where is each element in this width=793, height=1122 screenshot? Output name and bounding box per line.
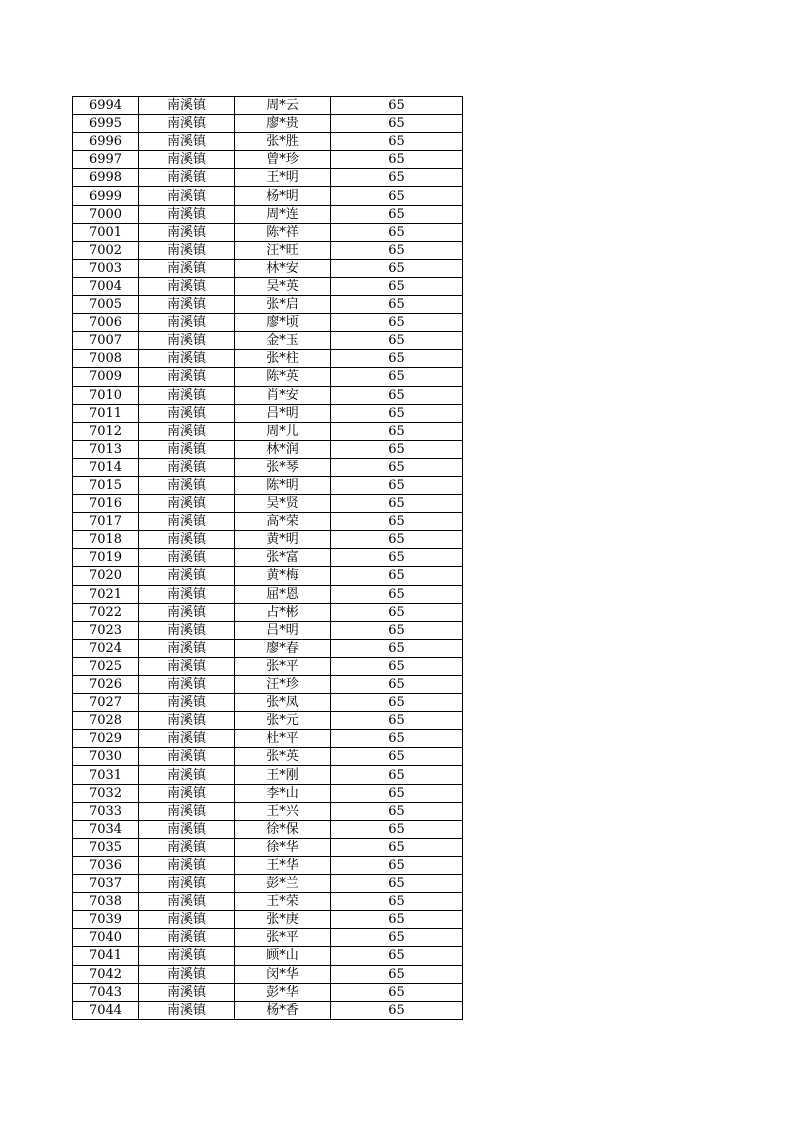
town-cell: 南溪镇 (139, 676, 235, 694)
town-cell: 南溪镇 (139, 856, 235, 874)
row-number-cell: 7011 (73, 404, 139, 422)
name-cell: 张*柱 (235, 350, 331, 368)
town-cell: 南溪镇 (139, 838, 235, 856)
name-cell: 周*云 (235, 97, 331, 115)
town-cell: 南溪镇 (139, 621, 235, 639)
table-row (73, 187, 463, 205)
name-cell: 王*荣 (235, 893, 331, 911)
name-cell: 金*玉 (235, 332, 331, 350)
row-number-cell: 7001 (73, 223, 139, 241)
name-cell: 彭*华 (235, 983, 331, 1001)
town-cell: 南溪镇 (139, 929, 235, 947)
row-number-cell: 7028 (73, 712, 139, 730)
town-cell: 南溪镇 (139, 223, 235, 241)
town-cell: 南溪镇 (139, 766, 235, 784)
town-cell: 南溪镇 (139, 495, 235, 513)
row-number-cell: 7037 (73, 875, 139, 893)
town-cell: 南溪镇 (139, 784, 235, 802)
row-number-cell: 7033 (73, 802, 139, 820)
row-number-cell: 7005 (73, 296, 139, 314)
amount-cell: 65 (331, 169, 463, 187)
name-cell: 吕*明 (235, 621, 331, 639)
table-row (73, 404, 463, 422)
name-cell: 屈*恩 (235, 585, 331, 603)
table-row (73, 838, 463, 856)
table-row (73, 766, 463, 784)
table-row (73, 730, 463, 748)
amount-cell: 65 (331, 838, 463, 856)
amount-cell: 65 (331, 802, 463, 820)
amount-cell: 65 (331, 676, 463, 694)
table-row (73, 314, 463, 332)
name-cell: 廖*贵 (235, 115, 331, 133)
name-cell: 汪*珍 (235, 676, 331, 694)
table-row (73, 531, 463, 549)
row-number-cell: 7019 (73, 549, 139, 567)
table-row (73, 965, 463, 983)
table-row (73, 820, 463, 838)
amount-cell: 65 (331, 458, 463, 476)
row-number-cell: 7010 (73, 386, 139, 404)
table-row (73, 947, 463, 965)
amount-cell: 65 (331, 386, 463, 404)
name-cell: 徐*保 (235, 820, 331, 838)
table-row (73, 748, 463, 766)
name-cell: 林*润 (235, 440, 331, 458)
town-cell: 南溪镇 (139, 1001, 235, 1019)
row-number-cell: 7016 (73, 495, 139, 513)
table-row (73, 495, 463, 513)
table-row (73, 567, 463, 585)
amount-cell: 65 (331, 603, 463, 621)
row-number-cell: 6997 (73, 151, 139, 169)
town-cell: 南溪镇 (139, 513, 235, 531)
town-cell: 南溪镇 (139, 476, 235, 494)
amount-cell: 65 (331, 730, 463, 748)
row-number-cell: 7018 (73, 531, 139, 549)
amount-cell: 65 (331, 314, 463, 332)
table-row (73, 169, 463, 187)
table-row (73, 784, 463, 802)
town-cell: 南溪镇 (139, 440, 235, 458)
name-cell: 高*荣 (235, 513, 331, 531)
town-cell: 南溪镇 (139, 259, 235, 277)
name-cell: 黄*明 (235, 531, 331, 549)
town-cell: 南溪镇 (139, 458, 235, 476)
table-row (73, 621, 463, 639)
amount-cell: 65 (331, 151, 463, 169)
name-cell: 陈*英 (235, 368, 331, 386)
row-number-cell: 7027 (73, 694, 139, 712)
name-cell: 陈*祥 (235, 223, 331, 241)
name-cell: 周*连 (235, 205, 331, 223)
town-cell: 南溪镇 (139, 549, 235, 567)
name-cell: 顾*山 (235, 947, 331, 965)
row-number-cell: 7026 (73, 676, 139, 694)
name-cell: 张*琴 (235, 458, 331, 476)
town-cell: 南溪镇 (139, 585, 235, 603)
name-cell: 王*刚 (235, 766, 331, 784)
town-cell: 南溪镇 (139, 694, 235, 712)
row-number-cell: 6998 (73, 169, 139, 187)
town-cell: 南溪镇 (139, 567, 235, 585)
town-cell: 南溪镇 (139, 241, 235, 259)
row-number-cell: 7004 (73, 277, 139, 295)
town-cell: 南溪镇 (139, 875, 235, 893)
name-cell: 杨*香 (235, 1001, 331, 1019)
table-row (73, 639, 463, 657)
amount-cell: 65 (331, 856, 463, 874)
subsidy-list-table (72, 96, 463, 1020)
table-row (73, 893, 463, 911)
town-cell: 南溪镇 (139, 314, 235, 332)
amount-cell: 65 (331, 947, 463, 965)
name-cell: 黄*梅 (235, 567, 331, 585)
amount-cell: 65 (331, 350, 463, 368)
row-number-cell: 7012 (73, 422, 139, 440)
amount-cell: 65 (331, 97, 463, 115)
town-cell: 南溪镇 (139, 368, 235, 386)
row-number-cell: 7007 (73, 332, 139, 350)
town-cell: 南溪镇 (139, 947, 235, 965)
row-number-cell: 7014 (73, 458, 139, 476)
town-cell: 南溪镇 (139, 404, 235, 422)
table-row (73, 676, 463, 694)
name-cell: 吕*明 (235, 404, 331, 422)
name-cell: 吴*英 (235, 277, 331, 295)
town-cell: 南溪镇 (139, 277, 235, 295)
town-cell: 南溪镇 (139, 531, 235, 549)
amount-cell: 65 (331, 133, 463, 151)
row-number-cell: 7034 (73, 820, 139, 838)
table-row (73, 115, 463, 133)
table-row (73, 458, 463, 476)
amount-cell: 65 (331, 205, 463, 223)
table-row (73, 223, 463, 241)
row-number-cell: 7038 (73, 893, 139, 911)
row-number-cell: 7022 (73, 603, 139, 621)
row-number-cell: 7032 (73, 784, 139, 802)
row-number-cell: 7039 (73, 911, 139, 929)
town-cell: 南溪镇 (139, 603, 235, 621)
name-cell: 杨*明 (235, 187, 331, 205)
town-cell: 南溪镇 (139, 205, 235, 223)
table-row (73, 1001, 463, 1019)
name-cell: 廖*春 (235, 639, 331, 657)
table-row (73, 476, 463, 494)
amount-cell: 65 (331, 187, 463, 205)
table-row (73, 277, 463, 295)
name-cell: 王*兴 (235, 802, 331, 820)
name-cell: 闵*华 (235, 965, 331, 983)
table-row (73, 694, 463, 712)
town-cell: 南溪镇 (139, 296, 235, 314)
name-cell: 肖*安 (235, 386, 331, 404)
amount-cell: 65 (331, 712, 463, 730)
row-number-cell: 6995 (73, 115, 139, 133)
town-cell: 南溪镇 (139, 386, 235, 404)
name-cell: 张*元 (235, 712, 331, 730)
table-row (73, 603, 463, 621)
town-cell: 南溪镇 (139, 639, 235, 657)
amount-cell: 65 (331, 115, 463, 133)
town-cell: 南溪镇 (139, 802, 235, 820)
town-cell: 南溪镇 (139, 422, 235, 440)
table-row (73, 151, 463, 169)
amount-cell: 65 (331, 657, 463, 675)
town-cell: 南溪镇 (139, 187, 235, 205)
name-cell: 张*胜 (235, 133, 331, 151)
amount-cell: 65 (331, 332, 463, 350)
row-number-cell: 7023 (73, 621, 139, 639)
table-row (73, 386, 463, 404)
name-cell: 王*华 (235, 856, 331, 874)
row-number-cell: 7021 (73, 585, 139, 603)
table-row (73, 513, 463, 531)
amount-cell: 65 (331, 513, 463, 531)
name-cell: 王*明 (235, 169, 331, 187)
name-cell: 吴*贤 (235, 495, 331, 513)
name-cell: 彭*兰 (235, 875, 331, 893)
table-row (73, 440, 463, 458)
table-row (73, 929, 463, 947)
row-number-cell: 7031 (73, 766, 139, 784)
town-cell: 南溪镇 (139, 893, 235, 911)
amount-cell: 65 (331, 911, 463, 929)
amount-cell: 65 (331, 277, 463, 295)
town-cell: 南溪镇 (139, 332, 235, 350)
name-cell: 杜*平 (235, 730, 331, 748)
table-row (73, 241, 463, 259)
amount-cell: 65 (331, 875, 463, 893)
name-cell: 廖*顷 (235, 314, 331, 332)
table-row (73, 259, 463, 277)
table-row (73, 712, 463, 730)
town-cell: 南溪镇 (139, 97, 235, 115)
amount-cell: 65 (331, 784, 463, 802)
table-row (73, 422, 463, 440)
town-cell: 南溪镇 (139, 657, 235, 675)
amount-cell: 65 (331, 983, 463, 1001)
amount-cell: 65 (331, 241, 463, 259)
name-cell: 张*庚 (235, 911, 331, 929)
amount-cell: 65 (331, 1001, 463, 1019)
row-number-cell: 7003 (73, 259, 139, 277)
row-number-cell: 7008 (73, 350, 139, 368)
name-cell: 张*平 (235, 929, 331, 947)
name-cell: 林*安 (235, 259, 331, 277)
amount-cell: 65 (331, 531, 463, 549)
table-row (73, 350, 463, 368)
row-number-cell: 7036 (73, 856, 139, 874)
amount-cell: 65 (331, 893, 463, 911)
table-row (73, 585, 463, 603)
table-row (73, 133, 463, 151)
amount-cell: 65 (331, 820, 463, 838)
amount-cell: 65 (331, 965, 463, 983)
table-row (73, 802, 463, 820)
town-cell: 南溪镇 (139, 712, 235, 730)
row-number-cell: 7013 (73, 440, 139, 458)
table-row (73, 657, 463, 675)
amount-cell: 65 (331, 549, 463, 567)
row-number-cell: 7035 (73, 838, 139, 856)
row-number-cell: 7025 (73, 657, 139, 675)
name-cell: 张*凤 (235, 694, 331, 712)
row-number-cell: 6994 (73, 97, 139, 115)
amount-cell: 65 (331, 621, 463, 639)
table-row (73, 856, 463, 874)
table-row (73, 549, 463, 567)
row-number-cell: 7044 (73, 1001, 139, 1019)
name-cell: 周*儿 (235, 422, 331, 440)
amount-cell: 65 (331, 748, 463, 766)
amount-cell: 65 (331, 223, 463, 241)
row-number-cell: 7029 (73, 730, 139, 748)
amount-cell: 65 (331, 296, 463, 314)
name-cell: 汪*旺 (235, 241, 331, 259)
row-number-cell: 7040 (73, 929, 139, 947)
amount-cell: 65 (331, 495, 463, 513)
amount-cell: 65 (331, 440, 463, 458)
amount-cell: 65 (331, 422, 463, 440)
amount-cell: 65 (331, 694, 463, 712)
amount-cell: 65 (331, 476, 463, 494)
table-row (73, 97, 463, 115)
name-cell: 曾*珍 (235, 151, 331, 169)
row-number-cell: 7020 (73, 567, 139, 585)
amount-cell: 65 (331, 639, 463, 657)
town-cell: 南溪镇 (139, 730, 235, 748)
amount-cell: 65 (331, 567, 463, 585)
town-cell: 南溪镇 (139, 350, 235, 368)
amount-cell: 65 (331, 259, 463, 277)
table-row (73, 983, 463, 1001)
name-cell: 张*英 (235, 748, 331, 766)
town-cell: 南溪镇 (139, 748, 235, 766)
town-cell: 南溪镇 (139, 115, 235, 133)
name-cell: 徐*华 (235, 838, 331, 856)
town-cell: 南溪镇 (139, 133, 235, 151)
row-number-cell: 7000 (73, 205, 139, 223)
name-cell: 张*富 (235, 549, 331, 567)
town-cell: 南溪镇 (139, 820, 235, 838)
name-cell: 张*平 (235, 657, 331, 675)
name-cell: 陈*明 (235, 476, 331, 494)
table-body (73, 97, 463, 1020)
row-number-cell: 7017 (73, 513, 139, 531)
amount-cell: 65 (331, 929, 463, 947)
amount-cell: 65 (331, 368, 463, 386)
row-number-cell: 7041 (73, 947, 139, 965)
row-number-cell: 7002 (73, 241, 139, 259)
name-cell: 李*山 (235, 784, 331, 802)
amount-cell: 65 (331, 404, 463, 422)
town-cell: 南溪镇 (139, 965, 235, 983)
town-cell: 南溪镇 (139, 151, 235, 169)
row-number-cell: 6996 (73, 133, 139, 151)
row-number-cell: 7009 (73, 368, 139, 386)
amount-cell: 65 (331, 585, 463, 603)
name-cell: 占*彬 (235, 603, 331, 621)
amount-cell: 65 (331, 766, 463, 784)
row-number-cell: 7030 (73, 748, 139, 766)
table-row (73, 911, 463, 929)
table-row (73, 332, 463, 350)
town-cell: 南溪镇 (139, 169, 235, 187)
row-number-cell: 7024 (73, 639, 139, 657)
table-row (73, 875, 463, 893)
table-row (73, 296, 463, 314)
town-cell: 南溪镇 (139, 983, 235, 1001)
row-number-cell: 6999 (73, 187, 139, 205)
table-row (73, 368, 463, 386)
row-number-cell: 7006 (73, 314, 139, 332)
town-cell: 南溪镇 (139, 911, 235, 929)
name-cell: 张*启 (235, 296, 331, 314)
row-number-cell: 7015 (73, 476, 139, 494)
row-number-cell: 7042 (73, 965, 139, 983)
row-number-cell: 7043 (73, 983, 139, 1001)
table-row (73, 205, 463, 223)
